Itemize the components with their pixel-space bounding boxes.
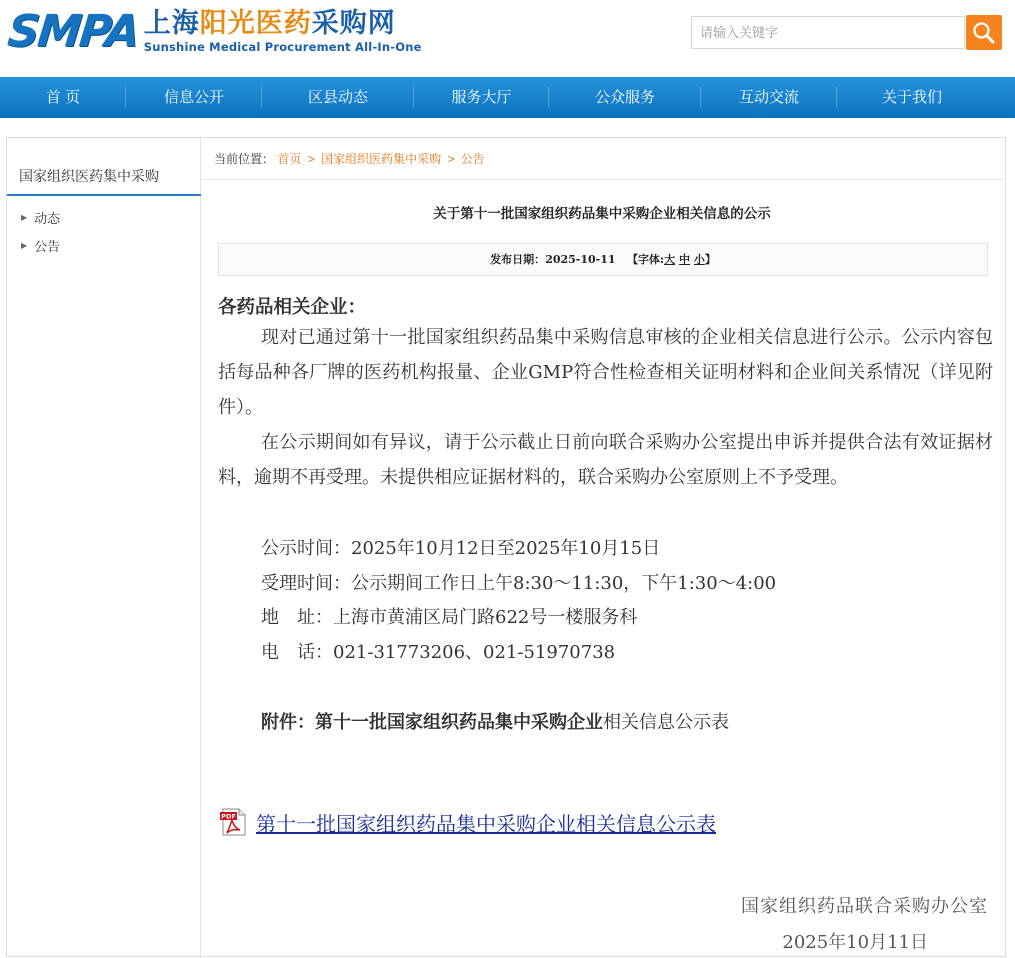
address: 地 址：上海市黄浦区局门路622号一楼服务科 [261,607,638,628]
nav-public-service-label: 公众服务 [594,89,655,106]
breadcrumb-category[interactable]: 国家组织医药集中采购 [321,152,442,166]
signature-date: 2025年10月11日 [782,932,928,953]
phone: 电 话：021-31773206、021-51970738 [261,642,616,663]
nav-service-hall[interactable] [414,77,549,118]
font-large-button[interactable]: 大 [664,253,676,266]
logo-cn-part2: 阳光医药 [199,8,312,39]
font-small-button[interactable]: 小 [693,253,705,266]
article-title: 关于第十一批国家组织药品集中采购企业相关信息的公示 [433,206,771,221]
pdf-download-link[interactable]: 第十一批国家组织药品集中采购企业相关信息公示表 [256,813,716,836]
search-button[interactable] [966,15,1002,50]
sidebar-item-news[interactable] [21,208,60,227]
breadcrumb-prefix: 当前位置： [214,152,275,166]
site-logo[interactable] [5,6,422,58]
publish-date: 2025-10-11 [545,253,616,266]
nav-about-us[interactable] [837,77,987,118]
signature: 国家组织药品联合采购办公室 [741,896,988,917]
logo-english-name: Sunshine Medical Procurement All-In-One [143,40,422,54]
nav-home-label: 首 页 [45,89,81,106]
font-size-label: 【字体: [627,253,665,266]
sidebar-item-label: 动态 [34,211,61,226]
magnifier-icon [971,20,997,46]
paragraph-1: 现对已通过第十一批国家组织药品集中采购信息审核的企业相关信息进行公示。公示内容包括每品种各厂牌的医药机构报量、企业GMP符合性检查相关证明材料和企业间关系情况（详见附件）。 [218,327,993,418]
triangle-right-icon: ▶ [21,213,28,222]
font-medium-button[interactable]: 中 [678,253,690,266]
breadcrumb-separator: > [447,152,455,166]
logo-mark: SMPA [5,6,141,57]
nav-service-hall-label: 服务大厅 [451,89,512,106]
breadcrumb-home[interactable]: 首页 [277,152,302,166]
logo-chinese-name [144,8,422,40]
font-size-close: 】 [704,253,716,266]
logo-cn-part3: 采购网 [311,8,396,39]
nav-district-news[interactable] [262,77,414,118]
nav-district-news-label: 区县动态 [307,89,368,106]
nav-home[interactable] [0,77,126,118]
main-frame [6,137,1006,957]
attachment-label: 附件：第十一批国家组织药品集中采购企业 [261,712,603,733]
search-input[interactable]: 请输入关键字 [691,16,965,49]
acceptance-hours: 受理时间：公示期间工作日上午8:30～11:30，下午1:30～4:00 [261,573,777,594]
nav-public-service[interactable] [549,77,701,118]
sidebar-item-label: 公告 [34,239,61,254]
nav-about-us-label: 关于我们 [881,89,942,106]
breadcrumb-separator: > [307,152,315,166]
pdf-attachment[interactable] [218,806,716,838]
pdf-file-icon [218,806,250,838]
triangle-right-icon: ▶ [21,241,28,250]
nav-interaction[interactable] [701,77,837,118]
date-label: 发布日期： [490,253,546,266]
breadcrumb [202,138,1006,180]
nav-interaction-label: 互动交流 [738,89,799,106]
pdf-icon-label: PDF [221,812,236,821]
article-meta [218,243,988,276]
notice-period: 公示时间：2025年10月12日至2025年10月15日 [261,538,661,559]
sidebar-item-announcement[interactable] [21,236,60,255]
site-header [0,0,1015,76]
sidebar-title: 国家组织医药集中采购 [7,162,201,196]
salutation: 各药品相关企业： [218,297,367,318]
breadcrumb-current[interactable]: 公告 [460,152,485,166]
article-content [202,138,1006,958]
main-nav [0,77,1015,118]
logo-cn-part1: 上海 [143,8,200,39]
nav-info-disclosure[interactable] [126,77,262,118]
sidebar [7,138,201,958]
attachment-name-rest: 相关信息公示表 [603,712,729,733]
nav-info-disclosure-label: 信息公开 [163,89,224,106]
logo-text [144,8,422,54]
attachment-line [261,708,729,734]
paragraph-2: 在公示期间如有异议，请于公示截止日前向联合采购办公室提出申诉并提供合法有效证据材料，逾期不再受理。未提供相应证据材料的，联合采购办公室原则上不予受理。 [218,432,993,488]
